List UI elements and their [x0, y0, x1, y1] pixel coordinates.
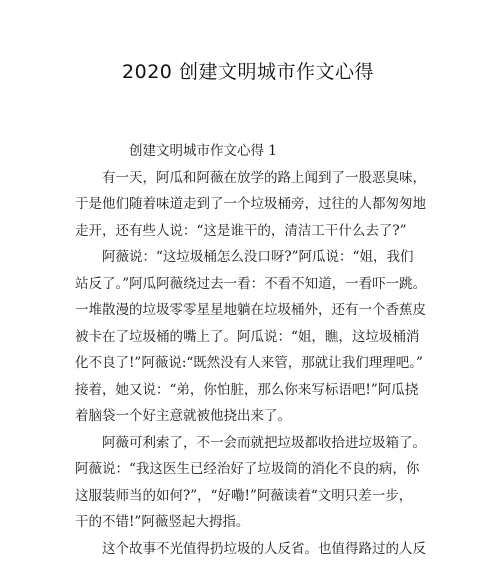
- text-line: 走开，还有些人说：“这是谁干的，清洁工干什么去了?”: [75, 222, 407, 239]
- section-heading: 创建文明城市作文心得 1: [129, 143, 277, 159]
- text-line: 化不良了!”阿薇说:“既然没有人来管，那就让我们理理吧。”: [75, 355, 423, 371]
- paragraph-3: [75, 430, 427, 536]
- text-line: 阿薇可利索了，不一会而就把垃圾都收拾进垃圾箱了。: [102, 434, 426, 451]
- text-line: 干的不错!”阿薇竖起大拇指。: [75, 514, 250, 530]
- document-body: [75, 138, 427, 561]
- text-line: 阿薇说：“这垃圾桶怎么没口呀?”阿瓜说：“姐，我们: [102, 249, 414, 265]
- text-line: 这个故事不光值得扔垃圾的人反省。也值得路过的人反: [102, 540, 426, 557]
- text-line: 有一天，阿瓜和阿薇在放学的路上闻到了一股恶臭味，: [102, 169, 426, 186]
- text-line: 于是他们随着味道走到了一个垃圾桶旁，过往的人都匆匆地: [75, 196, 426, 212]
- text-line: 接着，她又说：“弟，你怕脏，那么你来写标语吧!”阿瓜挠: [75, 381, 419, 398]
- text-line: 被卡在了垃圾桶的嘴上了。阿瓜说：“姐，瞧，这垃圾桶消: [75, 328, 420, 345]
- text-line: 着脑袋一个好主意就被他挠出来了。: [75, 408, 291, 424]
- paragraph-1: [75, 165, 427, 245]
- text-line: 阿薇说：“我这医生已经治好了垃圾筒的消化不良的病，你: [75, 461, 420, 477]
- text-line: 站反了。”阿瓜阿薇绕过去一看：不看不知道，一看吓一跳。: [75, 275, 427, 292]
- text-line: 这服装师当的如何?”，“好嘞!”阿薇读着“文明只差一步，: [75, 487, 413, 504]
- paragraph-4: [75, 536, 427, 561]
- text-line: 一堆散漫的垃圾零零星星地躺在垃圾桶外，还有一个香蕉皮: [75, 302, 426, 318]
- paragraph-2: [75, 244, 427, 430]
- document-title: 2020 创建文明城市作文心得: [122, 61, 374, 83]
